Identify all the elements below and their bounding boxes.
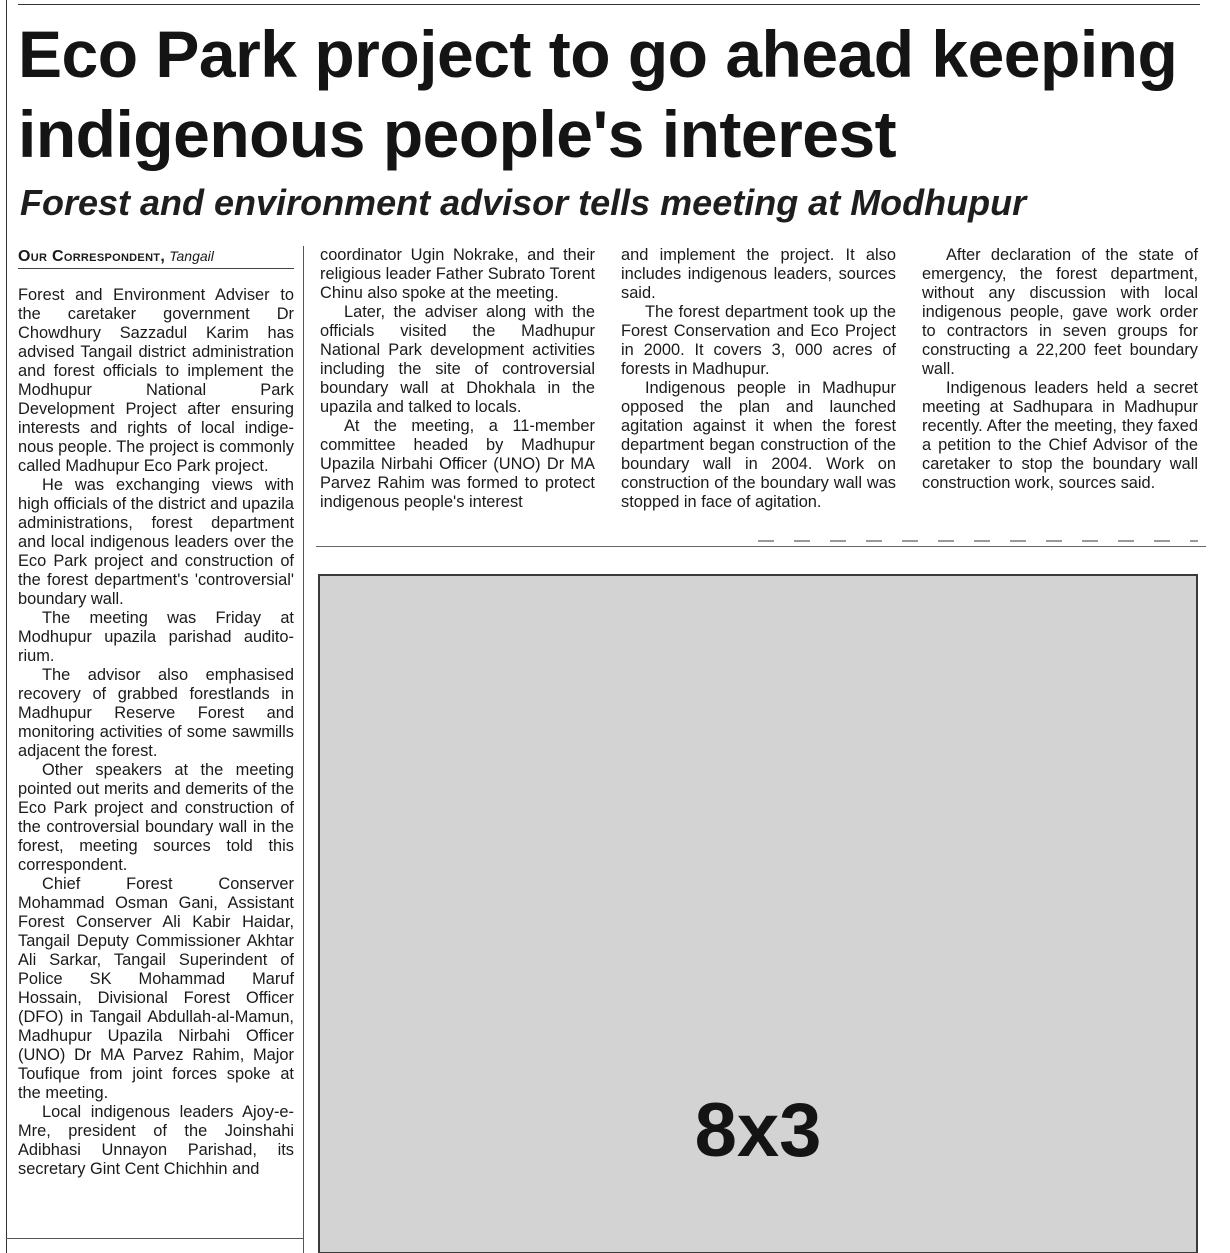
article-column-1 [18, 286, 294, 1179]
subheadline: Forest and environment advisor tells meeting at Modhupur [20, 182, 1027, 223]
paragraph: Forest and Environment Adviser to the caretaker government Dr Chowdhury Sazzadul Karim has advised Tangail district administration and forest officials to implement the Modhupur National Park Development Project after ensuring interests and rights of local indigenous people. The project is commonly called Madhupur Eco Park project. [18, 286, 294, 475]
ad-size-label: 8x3 [694, 1088, 822, 1173]
paragraph: and implement the project. It also includes indigenous leaders, sources said. [621, 246, 896, 302]
top-rule [18, 4, 1200, 5]
headline [18, 14, 1218, 174]
headline-line-2: indigenous people's interest [18, 97, 897, 171]
paragraph: The forest department took up the Forest Conservation and Eco Project in 2000. It covers 3, 000 acres of forests in Madhupur. [621, 303, 896, 378]
paragraph: Indigenous people in Madhupur opposed the plan and launched agitation against it when the forest department began construction of the boundary wall in 2004. Work on construction of the boundary wall was stopped in face of agitation. [621, 379, 896, 511]
paragraph: The advisor also emphasised recovery of grabbed forestlands in Madhupur Reserve Forest and monitoring activities of some sawmills adjacent the forest. [18, 666, 294, 760]
ad-placeholder [318, 574, 1198, 1253]
article-column-2 [320, 246, 595, 512]
paragraph: He was exchanging views with high officials of the district and upazila administrations, forest department and local indigenous leaders over the Eco Park project and construction of the forest department's 'controversial' boundary wall. [18, 476, 294, 608]
headline-line-1: Eco Park project to go ahead keeping [18, 17, 1178, 91]
paragraph: coordinator Ugin Nokrake, and their religious leader Father Subrato Torent Chinu also spoke at the meeting. [320, 246, 595, 302]
dashed-rule [758, 540, 1198, 542]
byline-name: Our Correspondent, [18, 248, 166, 265]
paragraph: At the meeting, a 11-member committee headed by Madhupur Upazila Nirbahi Officer (UNO) Dr MA Parvez Rahim was formed to protect indigenous people's interest [320, 417, 595, 511]
paragraph: Chief Forest Conserver Mohammad Osman Gani, Assistant Forest Conserver Ali Kabir Haidar, Tangail Deputy Commissioner Akhtar Ali Sarkar, Tangail Superindent of Police SK Mohammad Maruf Hossain, Divisional Forest Officer (DFO) in Tangail Abdullah-al-Mamun, Madhupur Upazila Nirbahi Officer (UNO) Dr MA Parvez Rahim, Major Toufique from joint forces spoke at the meeting. [18, 875, 294, 1102]
byline [18, 246, 294, 269]
paragraph: The meeting was Friday at Modhupur upazila parishad auditorium. [18, 609, 294, 665]
paragraph: After declaration of the state of emergency, the forest department, without any discussion with local indigenous people, gave work order to contractors in seven groups for constructing a 22,200 feet boundary wall. [922, 246, 1198, 378]
article-column-3 [621, 246, 896, 512]
column-divider [303, 246, 304, 1253]
paragraph: Local indigenous leaders Ajoy-e-Mre, president of the Joinshahi Adibhasi Unnayon Parishad, its secretary Gint Cent Chichhin and [18, 1103, 294, 1178]
article-column-4 [922, 246, 1198, 493]
paragraph: Other speakers at the meeting pointed out merits and demerits of the Eco Park project and construction of the controversial boundary wall in the forest, meeting sources told this correspondent. [18, 761, 294, 874]
column-bottom-rule [6, 1238, 304, 1239]
page-border-rule [6, 0, 7, 1253]
byline-place: Tangail [169, 248, 214, 264]
ad-top-rule [316, 546, 1206, 547]
paragraph: Indigenous leaders held a secret meeting at Sadhupara in Madhupur recently. After the meeting, they faxed a petition to the Chief Advisor of the caretaker to stop the boundary wall construction work, sources said. [922, 379, 1198, 492]
paragraph: Later, the adviser along with the officials visited the Madhupur National Park development activities including the site of controversial boundary wall at Dhokhala in the upazila and talked to locals. [320, 303, 595, 416]
